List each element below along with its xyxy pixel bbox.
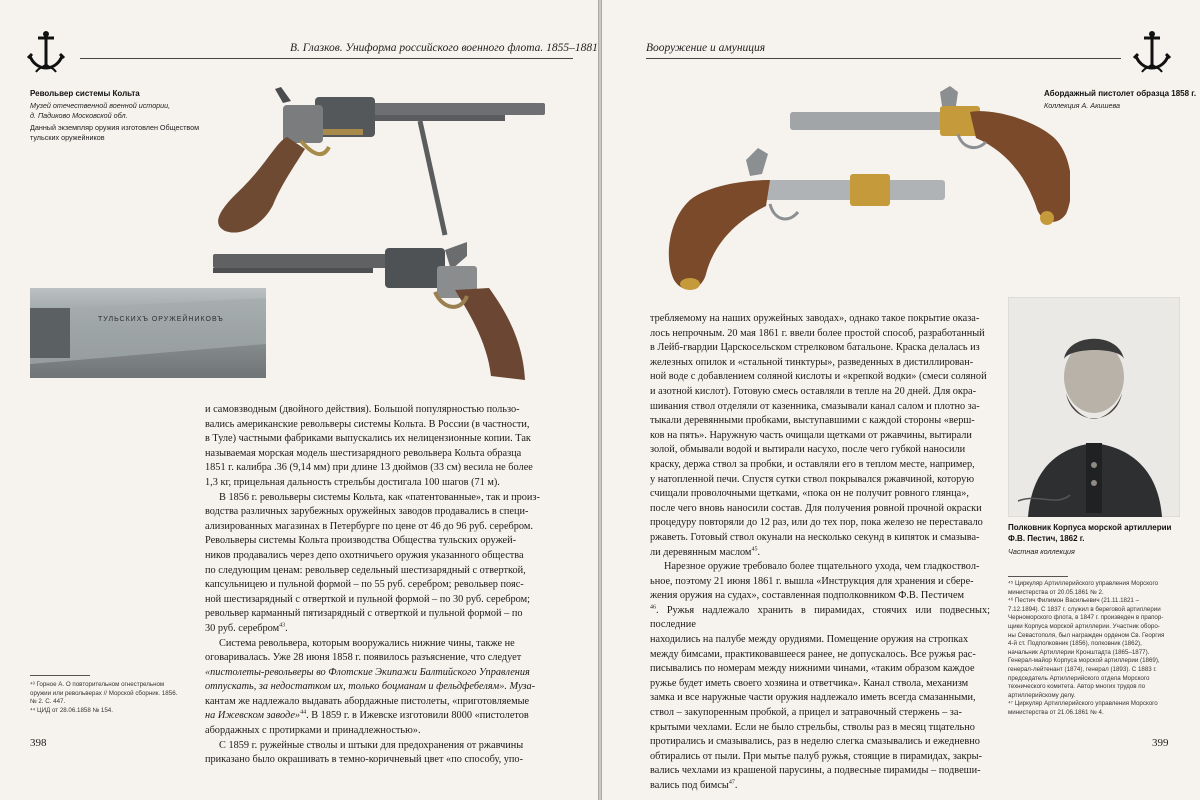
- anchor-ornament-icon: [1128, 28, 1176, 76]
- text-line: по следующим ценам: револьвер седельный шестизарядный с отверткой,: [205, 564, 526, 576]
- text-line: . В 1859 г. в Ижевске изготовили 8000 «пистолетов: [306, 710, 529, 722]
- text-line: и самовзводным (двойного действия). Большой популярностью пользо-: [205, 404, 520, 415]
- text-line: писывались по номерам между нижними чинами, «таким образом каждое: [650, 663, 975, 675]
- text-line: ли деревянным маслом: [650, 546, 752, 558]
- page-number: 398: [30, 737, 47, 749]
- text-line: оговаривалась. Уже 28 июня 1858 г. появилось разъяснение, что следует: [205, 652, 522, 664]
- text-line: 1851 г. калибра .36 (9,14 мм) при длине 13 дюймов (33 см) весила не более: [205, 462, 533, 474]
- footnotes: [1008, 580, 1178, 718]
- caption-title: Револьвер системы Кольта: [30, 89, 140, 98]
- text-line: крытыми чехлами. Если не было стрельбы, стволы раз в месяц тщательно: [650, 721, 975, 733]
- text-line: капсульницею и пульной формой – по 55 руб. серебром; револьвер пояс-: [205, 579, 524, 591]
- footnote-line: Генерал-майор Корпуса морской артиллерии (1869),: [1008, 657, 1160, 665]
- text-line: находились на палубе между орудиями. Помещение оружия на стропках: [650, 634, 969, 646]
- text-line: в Лейб-гвардии Царскосельском стрелковом батальоне. Краска делалась из: [650, 342, 980, 354]
- text-line: ализированных магазинах в Петербурге по цене от 46 до 96 руб. серебром.: [205, 520, 533, 532]
- text-line: называемая морская модель шестизарядного револьвера Кольта образца: [205, 447, 522, 459]
- page-number: 399: [1152, 737, 1169, 749]
- portrait-caption-line: Частная коллекция: [1008, 547, 1075, 556]
- footnote-ref: 43: [279, 622, 286, 629]
- text-line: после чего вновь наносили состав. Для получения ровной прочной окраски: [650, 502, 982, 514]
- text-line: Система револьвера, которым вооружались нижние чины, также не: [219, 637, 515, 649]
- text-line: ной воде с добавлением соляной кислоты и «крепкой водки» (смеси соляной: [650, 371, 987, 383]
- text-line: вались американские револьверы системы Кольта. В России (в частности,: [205, 418, 530, 430]
- text-line: «пистолеты-револьверы во Флотские Экипажи Балтийского Управления: [205, 666, 530, 678]
- engraving-detail-image: [30, 288, 266, 378]
- footnote-line: оружии или револьверах // Морской сборник. 1856.: [30, 689, 178, 697]
- text-line: отпускать, за недостатком их, только боцманам и фельдфебелям». Муза-: [205, 681, 536, 693]
- pistol-caption-title: Абордажный пистолет образца 1858 г.: [1044, 89, 1197, 98]
- footnote-line: 4-й ст. Подполковник (1856), полковник (1862),: [1008, 640, 1142, 648]
- text-line: жения оружия на судах», составленная подполковником Ф.В. Пестичем: [650, 590, 965, 602]
- text-line: ствол – закупоренным пробкой, а прицел и затравочный стержень – за-: [650, 707, 962, 719]
- header-rule: [646, 58, 1121, 59]
- footnote-line: 7.12.1894). С 1837 г. служил в береговой артиллерии: [1008, 605, 1161, 613]
- left-page: [0, 0, 598, 800]
- footnote-line: министерства от 20.05.1861 № 2.: [1008, 588, 1104, 596]
- footnote-line: генерал-лейтенант (1874), генерал (1893). С 1883 г.: [1008, 665, 1157, 673]
- footnote-line: ⁴⁴ ЦИД от 28.06.1858 № 154.: [30, 706, 113, 714]
- caption-line: тульских оружейников: [30, 133, 105, 142]
- footnote-line: ⁴⁷ Циркуляр Артиллерийского управления Морского: [1008, 700, 1158, 708]
- caption-line: д. Падиково Московской обл.: [30, 111, 128, 120]
- anchor-ornament-icon: [22, 28, 70, 76]
- caption-line: Данный экземпляр оружия изготовлен Обществом: [30, 123, 200, 132]
- text-line: железных опилок и «стальной тинктуры», разведенных в дистиллирован-: [650, 356, 974, 368]
- footnote-line: председатель Артиллерийского отдела Морского: [1008, 674, 1150, 682]
- portrait-caption-title: Ф.В. Пестич, 1862 г.: [1008, 534, 1085, 543]
- text-line: приказано было окрашивать в темно-коричневый цвет «по способу, упо-: [205, 754, 523, 766]
- text-line: замка и все наружные части оружия надлежало иметь всегда смазанными,: [650, 692, 976, 704]
- running-header: Вооружение и амуниция: [646, 42, 766, 54]
- engraving-text: ТУЛЬСКИХЪ ОРУЖЕЙНИКОВЪ: [98, 316, 224, 323]
- footnote-ref: 44: [300, 710, 307, 717]
- text-line: у натопленной печи. Спустя сутки ствол покрывался ржавчиной, которую: [650, 473, 975, 485]
- text-line: краску, держа ствол за пробки, и оставляли его в теплом месте, например,: [650, 458, 975, 470]
- text-line: револьвер карманный пятизарядный с отверткой и пульной формой – по: [205, 608, 523, 620]
- portrait-photo-image: [1008, 297, 1180, 517]
- right-body-text: требляемому на наших оружейных заводах», однако такое покрытие оказа- лось непрочным. 20 мая 1861 г. ввели более простой способ, разработанный в Лейб-гвардии Царскосельском стрелковом батальоне. Краска делалась из железных опилок и «стальной тинктуры», разведенных в дистиллирован- ной воде с добавлением соляной кислоты и «крепкой водки» (смеси соляной и азотной кислот). Готовую смесь оставляли в тепле на 20 дней. Для окра- шивания ствол отделяли от казенника, смазывали канал салом и плотно за- тыкали деревянными пробками, выступавшими с каждой стороны «верш- ков на пять». Наружную часть очищали щетками от ржавчины, вытирали золой, обмывали водой и вытирали насухо, после чего губкой наносили краску, держа ствол за пробки, и оставляли его в теплом месте, например, у натопленной печи. Спустя сутки ствол покрывался ржавчиной, которую счищали проволочными щетками, «пока он не получит ровного глянца», после чего вновь наносили состав. Для получения ровной прочной окраски процедуру повторяли до 12 раз, или до тех пор, пока железо не переставало ржаветь. Готовый ствол окунали на несколько секунд в кипяток и смазыва- ли деревянным маслом$^{45}$. Нарезное оружие требовало более тщательного ухода, чем гладкоствол- ьное, поэтому 21 июня 1861 г. вышла «Инструкция для хранения и сбере- жения оружия на судах», составленная подполковником Ф.В. Пестичем $^{46}$. Ружья надлежало хранить в пирамидах, стоячих или подвесных; последние находились на палубе между орудиями. Помещение оружия на стропках между бимсами, практиковавшееся ранее, не допускалось. Все ружья рас- писывались по номерам между нижними чинами, «таким образом каждое ружье будет иметь своего хозяина и ответчика». Канал ствола, механизм замка и все наружные части оружия надлежало иметь всегда смазанными, ствол – закупоренным пробкой, а прицел и затравочный стержень – за- крытыми чехлами. Если не было стрельбы, стволы раз в месяц тщательно протирались и смазывались, раз в неделю слегка смазывались и ежедневно обтирались от пыли. При мытье палуб ружья, стоящие в пирамидах, закры- вались чехлами из крашеной парусины, а подвесные пирамиды – подвеши- вались под бимсы$^{47}$.: [650, 313, 990, 791]
- right-page: [602, 0, 1200, 800]
- footnote-line: ⁴⁵ Циркуляр Артиллерийского управления Морского: [1008, 580, 1159, 587]
- boarding-pistol-second-image: [650, 140, 950, 300]
- text-line: шивания ствол отделяли от казенника, смазывали канал салом и плотно за-: [650, 400, 980, 412]
- footnote-line: ⁴³ Горное А. О повторительном огнестрельном: [30, 681, 165, 688]
- footnote-ref: 47: [728, 779, 735, 786]
- text-line: лось непрочным. 20 мая 1861 г. ввели более простой способ, разработанный: [650, 327, 985, 339]
- footnote-line: ⁴⁶ Пестич Филимон Васильевич (21.11.1821 –: [1008, 597, 1140, 605]
- text-line: 30 руб. серебром: [205, 622, 280, 634]
- text-line: вались под бимсы: [650, 780, 729, 791]
- text-line: требляемому на наших оружейных заводах», однако такое покрытие оказа-: [650, 313, 980, 324]
- text-line: . Ружья надлежало хранить в пирамидах, стоячих или подвесных; последние: [650, 604, 990, 631]
- footnote-line: технического комитета. Автор многих трудов по: [1008, 683, 1146, 691]
- pistol-caption-line: Коллекция А. Акишева: [1044, 101, 1121, 110]
- footnote-line: артиллерийскому делу.: [1008, 691, 1076, 699]
- text-line: ников продавались через депо охотничьего оружия указанного общества: [205, 549, 524, 561]
- footnote-rule: [30, 675, 90, 676]
- text-line: ржаветь. Готовый ствол окунали на несколько секунд в кипяток и смазыва-: [650, 531, 980, 543]
- text-line: в Туле) частными фабриками выпускались их нелицензионные копии. Так: [205, 433, 531, 445]
- text-line: процедуру повторяли до 12 раз, или до тех пор, пока железо не переставало: [650, 517, 983, 529]
- footnote-line: начальник Артиллерии Кронштадта (1865–1877).: [1008, 648, 1150, 656]
- text-line: между бимсами, практиковавшееся ранее, не допускалось. Все ружья рас-: [650, 648, 976, 660]
- caption-line: Музей отечественной военной истории,: [30, 101, 171, 110]
- text-line: протирались и смазывались, раз в неделю слегка смазывались и ежедневно: [650, 736, 980, 748]
- running-header: В. Глазков. Униформа российского военного флота. 1855–1881: [290, 42, 598, 54]
- text-line: вались чехлами из крашеной парусины, а подвесные пирамиды – подвеши-: [650, 765, 981, 777]
- footnote-rule: [1008, 576, 1068, 577]
- text-line: ков на пять». Наружную часть очищали щетками от ржавчины, вытирали: [650, 429, 972, 441]
- text-line: С 1859 г. ружейные стволы и штыки для предохранения от ржавчины: [219, 739, 524, 751]
- text-line: Револьверы системы Кольта производства Общества тульских оружей-: [205, 535, 517, 547]
- footnote-line: министерства от 21.06.1861 № 4.: [1008, 708, 1104, 716]
- text-line: В 1856 г. револьверы системы Кольта, как «патентованные», так и произ-: [219, 491, 540, 503]
- footnote-ref: 45: [751, 546, 758, 553]
- text-line: золой, обмывали водой и вытирали насухо, после чего губкой наносили: [650, 444, 966, 456]
- text-line: кантам же надлежало выдавать абордажные пистолеты, «приготовляемые: [205, 695, 530, 707]
- text-line: на Ижевском заводе»: [205, 710, 301, 722]
- text-line: Нарезное оружие требовало более тщательного ухода, чем гладкоствол-: [664, 561, 980, 573]
- text-line: ной шестизарядный с отверткой и пульной формой – по 30 руб. серебром;: [205, 593, 530, 605]
- text-line: и азотной кислот). Готовую смесь оставляли в тепле на 20 дней. Для окра-: [650, 385, 977, 397]
- text-line: обтирались от пыли. При мытье палуб ружья, стоящие в пирамидах, закры-: [650, 750, 982, 762]
- portrait-caption-title: Полковник Корпуса морской артиллерии: [1008, 523, 1172, 532]
- text-line: ружье будет иметь своего хозяина и ответчика». Канал ствола, механизм: [650, 677, 969, 689]
- text-line: водства различных зарубежных оружейных заводов продавались в специ-: [205, 506, 529, 518]
- text-line: абордажных с протирками и принадлежностью».: [205, 725, 421, 737]
- text-line: ьное, поэтому 21 июня 1861 г. вышла «Инструкция для хранения и сбере-: [650, 575, 974, 587]
- text-line: счищали проволочными щетками, «пока он не получит ровного глянца»,: [650, 488, 969, 500]
- colt-revolver-image: [205, 85, 550, 240]
- footnote-line: Черноморского флота, в 1847 г. произведен в прапор-: [1008, 614, 1164, 622]
- footnote-ref: 46: [650, 604, 656, 611]
- left-body-text: и самовзводным (двойного действия). Большой популярностью пользо- вались американские револьверы системы Кольта. В России (в частности, в Туле) частными фабриками выпускались их нелицензионные копии. Так называемая морская модель шестизарядного револьвера Кольта образца 1851 г. калибра .36 (9,14 мм) при длине 13 дюймов (33 см) весила не более 1,3 кг, прицельная дальность стрельбы достигала 100 шагов (71 м). В 1856 г. револьверы системы Кольта, как «патентованные», так и произ- водства различных зарубежных оружейных заводов продавались в специ- ализированных магазинах в Петербурге по цене от 46 до 96 руб. серебром. Револьверы системы Кольта производства Общества тульских оружей- ников продавались через депо охотничьего оружия указанного общества по следующим ценам: револьвер седельный шестизарядный с отверткой, капсульницею и пульной формой – по 55 руб. серебром; револьвер пояс- ной шестизарядный с отверткой и пульной формой – по 30 руб. серебром; револьвер карманный пятизарядный с отверткой и пульной формой – по 30 руб. серебром$^{43}$. Система револьвера, которым вооружались нижние чины, также не оговаривалась. Уже 28 июня 1858 г. появилось разъяснение, что следует «пистолеты-револьверы во Флотские Экипажи Балтийского Управления отпускать, за недостатком их, только боцманам и фельдфебелям». Муза- кантам же надлежало выдавать абордажные пистолеты, «приготовляемые на Ижевском заводе»$^{44}$. В 1859 г. в Ижевске изготовили 8000 «пистолетов абордажных с протирками и принадлежностью». С 1859 г. ружейные стволы и штыки для предохранения от ржавчины приказано было окрашивать в темно-коричневый цвет «по способу, упо-: [205, 403, 545, 768]
- footnote-line: щики Корпуса морской артиллерии. Участник оборо-: [1008, 622, 1160, 630]
- header-rule: [80, 58, 573, 59]
- footnotes: [30, 681, 190, 715]
- text-line: тыкали деревянными пробками, выступавшими с каждой стороны «верш-: [650, 415, 975, 427]
- footnote-line: № 2. С. 447.: [30, 698, 66, 706]
- footnote-line: ны Севастополя, был награжден орденом Св. Георгия: [1008, 631, 1165, 639]
- text-line: 1,3 кг, прицельная дальность стрельбы достигала 100 шагов (71 м).: [205, 476, 500, 488]
